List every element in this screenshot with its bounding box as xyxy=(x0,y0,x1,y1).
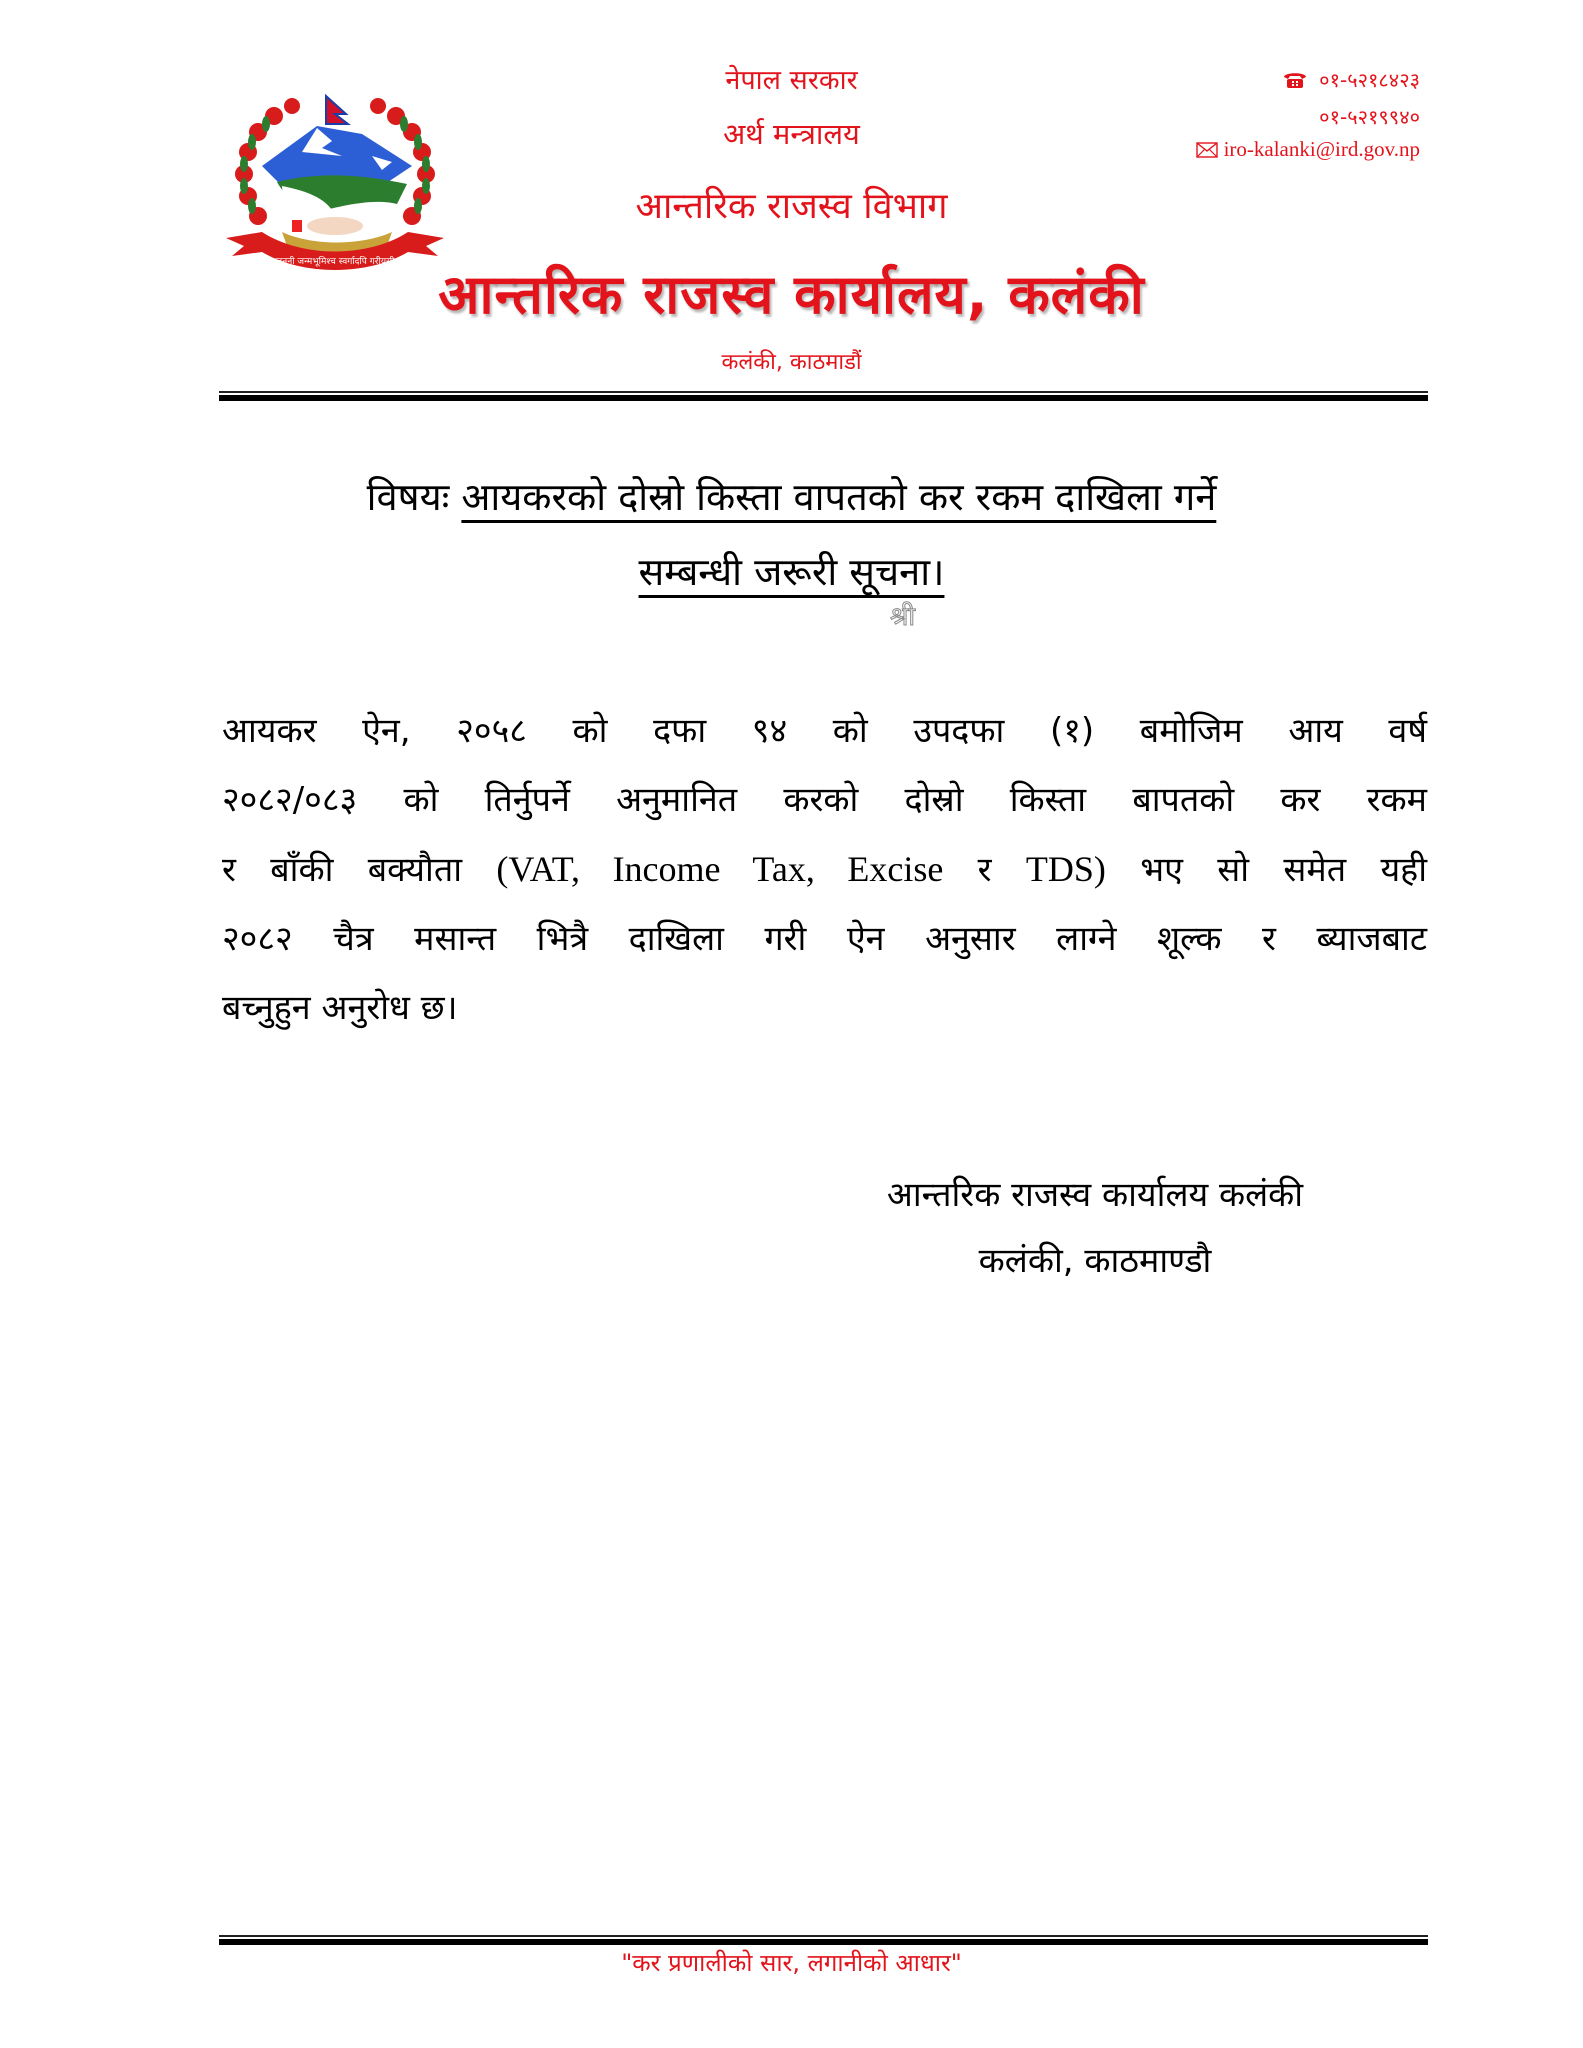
phone-number-1: ०१-५२१८४२३ xyxy=(1319,68,1420,92)
envelope-icon xyxy=(1196,139,1218,164)
faint-stamp-mark: श्री xyxy=(890,602,944,632)
subject-label: विषयः xyxy=(366,475,450,519)
department-name: आन्तरिक राजस्व विभाग xyxy=(635,186,948,227)
body-line-3-post: भए सो समेत यही xyxy=(1140,850,1428,890)
body-line-5: बच्नुहुन अनुरोध छ। xyxy=(222,988,458,1028)
tax-types: (VAT, Income Tax, Excise xyxy=(496,849,944,889)
signature-office: आन्तरिक राजस्व कार्यालय कलंकी xyxy=(886,1175,1304,1215)
subject-text-2: सम्बन्धी जरूरी सूचना। xyxy=(638,550,945,594)
body-line-3-pre: र बाँकी बक्यौता xyxy=(222,850,463,890)
telephone-icon xyxy=(1283,70,1307,94)
government-name: नेपाल सरकार xyxy=(725,65,858,96)
body-line-1: आयकर ऐन, २०५८ को दफा ९४ को उपदफा (१) बमोजिम आय वर्ष xyxy=(222,711,1427,751)
signature-location: कलंकी, काठमाण्डौ xyxy=(978,1241,1212,1281)
svg-text:जननी जन्मभूमिश्च स्वर्गादपि गर: जननी जन्मभूमिश्च स्वर्गादपि गरीयसी xyxy=(275,257,395,267)
ministry-name: अर्थ मन्त्रालय xyxy=(723,117,860,151)
email-address[interactable]: iro-kalanki@ird.gov.np xyxy=(1223,137,1420,161)
footer-divider xyxy=(219,1935,1428,1945)
office-title: आन्तरिक राजस्व कार्यालय, कलंकी xyxy=(438,263,1145,326)
subject-line-2 xyxy=(0,545,1583,597)
email-contact xyxy=(1196,137,1420,164)
footer-motto: "कर प्रणालीको सार, लगानीको आधार" xyxy=(621,1949,962,1977)
body-line-2: २०८२/०८३ को तिर्नुपर्ने अनुमानित करको दोस्रो किस्ता बापतको कर रकम xyxy=(222,780,1427,820)
subject-line-1 xyxy=(0,470,1583,522)
header-divider xyxy=(219,391,1428,401)
body-line-3 xyxy=(222,835,1427,905)
tax-type-tds: TDS) xyxy=(1025,849,1106,889)
notice-body xyxy=(222,697,1427,1043)
body-line-4: २०८२ चैत्र मसान्त भित्रै दाखिला गरी ऐन अनुसार लाग्ने शूल्क र ब्याजबाट xyxy=(222,919,1427,959)
office-location: कलंकी, काठमाडौं xyxy=(721,350,862,375)
subject-text-1: आयकरको दोस्रो किस्ता वापतको कर रकम दाखिला गर्ने xyxy=(461,475,1217,519)
phone-primary xyxy=(1283,66,1420,94)
body-line-3-mid: र xyxy=(977,850,992,890)
phone-number-2: ०१-५२१९९४० xyxy=(1319,105,1420,129)
